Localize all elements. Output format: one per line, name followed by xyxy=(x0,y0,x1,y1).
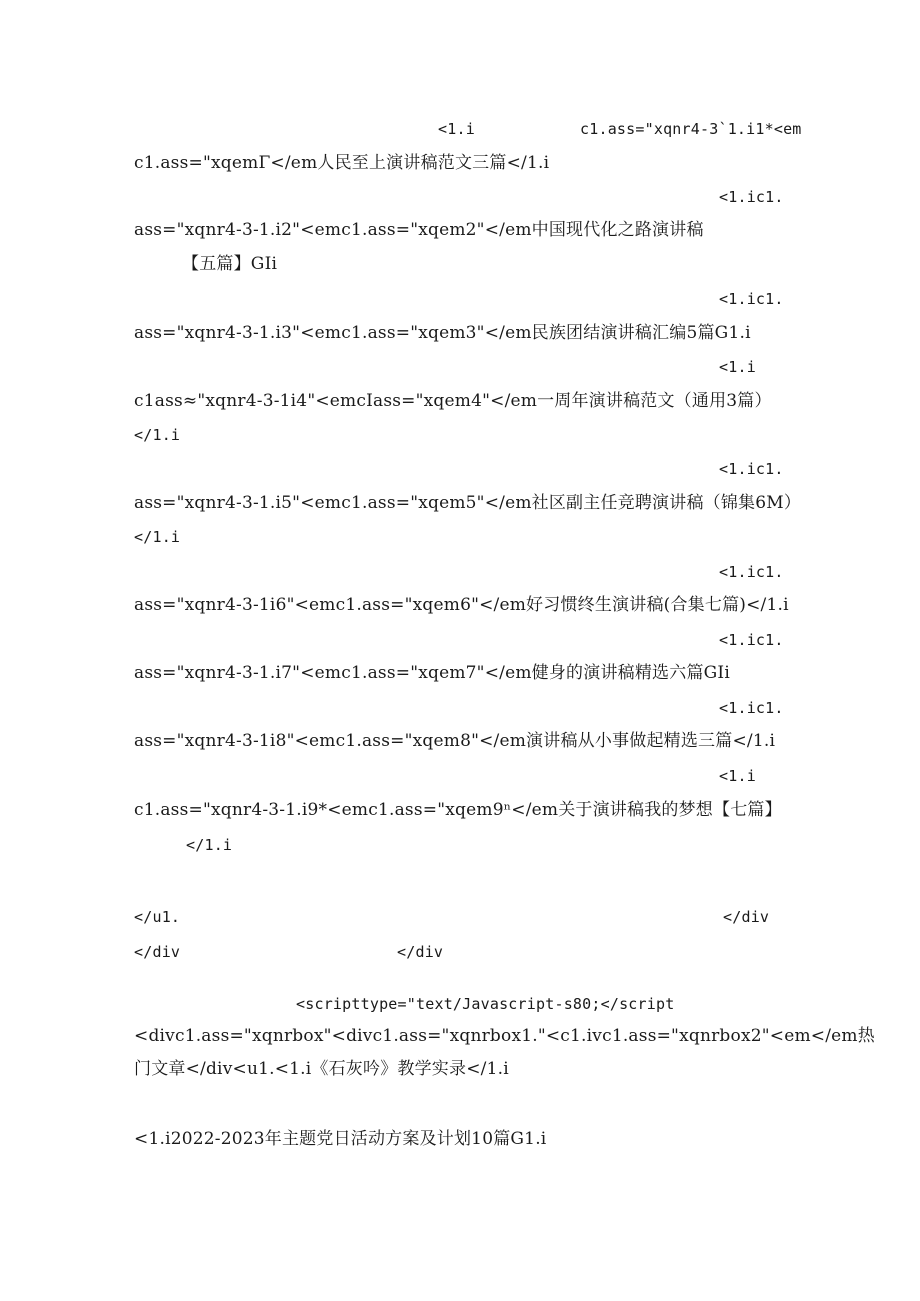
text-line: </div xyxy=(134,943,181,961)
text-line: <scripttype="text/Javascript-s80;</script xyxy=(296,995,675,1013)
text-line: </1.i xyxy=(134,426,181,444)
text-line: c1.ass="xqnr4-3-1.i9*<emc1.ass="xqem9ⁿ</em关于演讲稿我的梦想【七篇】 xyxy=(134,800,782,820)
text-line: c1.ass="xqnr4-3`1.i1*<em xyxy=(580,120,802,138)
text-line: c1.ass="xqemΓ</em人民至上演讲稿范文三篇</1.i xyxy=(134,153,550,173)
text-line: c1ass≈"xqnr4-3-1i4"<emcIass="xqem4"</em一周年演讲稿范文（通用3篇） xyxy=(134,391,772,411)
text-line: 门文章</div<u1.<1.i《石灰吟》教学实录</1.i xyxy=(134,1059,509,1079)
text-line: ass="xqnr4-3-1.i3"<emc1.ass="xqem3"</em民族团结演讲稿汇编5篇G1.i xyxy=(134,323,751,343)
text-line: <1.i xyxy=(438,120,475,138)
text-line: <1.i xyxy=(719,767,756,785)
text-line: <1.ic1. xyxy=(719,631,784,649)
text-line: </u1. xyxy=(134,908,181,926)
text-line: <divc1.ass="xqnrbox"<divc1.ass="xqnrbox1."<c1.ivc1.ass="xqnrbox2"<em</em热 xyxy=(134,1026,875,1046)
text-line: <1.ic1. xyxy=(719,460,784,478)
text-line: <1.ic1. xyxy=(719,563,784,581)
text-line: </1.i xyxy=(186,836,233,854)
text-line: <1.ic1. xyxy=(719,699,784,717)
text-line: ass="xqnr4-3-1.i7"<emc1.ass="xqem7"</em健身的演讲稿精选六篇GIi xyxy=(134,663,730,683)
text-line: ass="xqnr4-3-1i8"<emc1.ass="xqem8"</em演讲稿从小事做起精选三篇</1.i xyxy=(134,731,776,751)
text-line: ass="xqnr4-3-1i6"<emc1.ass="xqem6"</em好习惯终生演讲稿(合集七篇)</1.i xyxy=(134,595,789,615)
text-line: </1.i xyxy=(134,528,181,546)
text-line: <1.i2022-2023年主题党日活动方案及计划10篇G1.i xyxy=(134,1129,547,1149)
text-line: </div xyxy=(397,943,444,961)
text-line: ass="xqnr4-3-1.i5"<emc1.ass="xqem5"</em社区副主任竞聘演讲稿（锦集6M） xyxy=(134,493,802,513)
text-line: <1.i xyxy=(719,358,756,376)
text-line: <1.ic1. xyxy=(719,290,784,308)
text-line: </div xyxy=(723,908,770,926)
text-line: ass="xqnr4-3-1.i2"<emc1.ass="xqem2"</em中国现代化之路演讲稿 xyxy=(134,220,704,240)
text-line: 【五篇】GIi xyxy=(182,254,278,274)
text-line: <1.ic1. xyxy=(719,188,784,206)
